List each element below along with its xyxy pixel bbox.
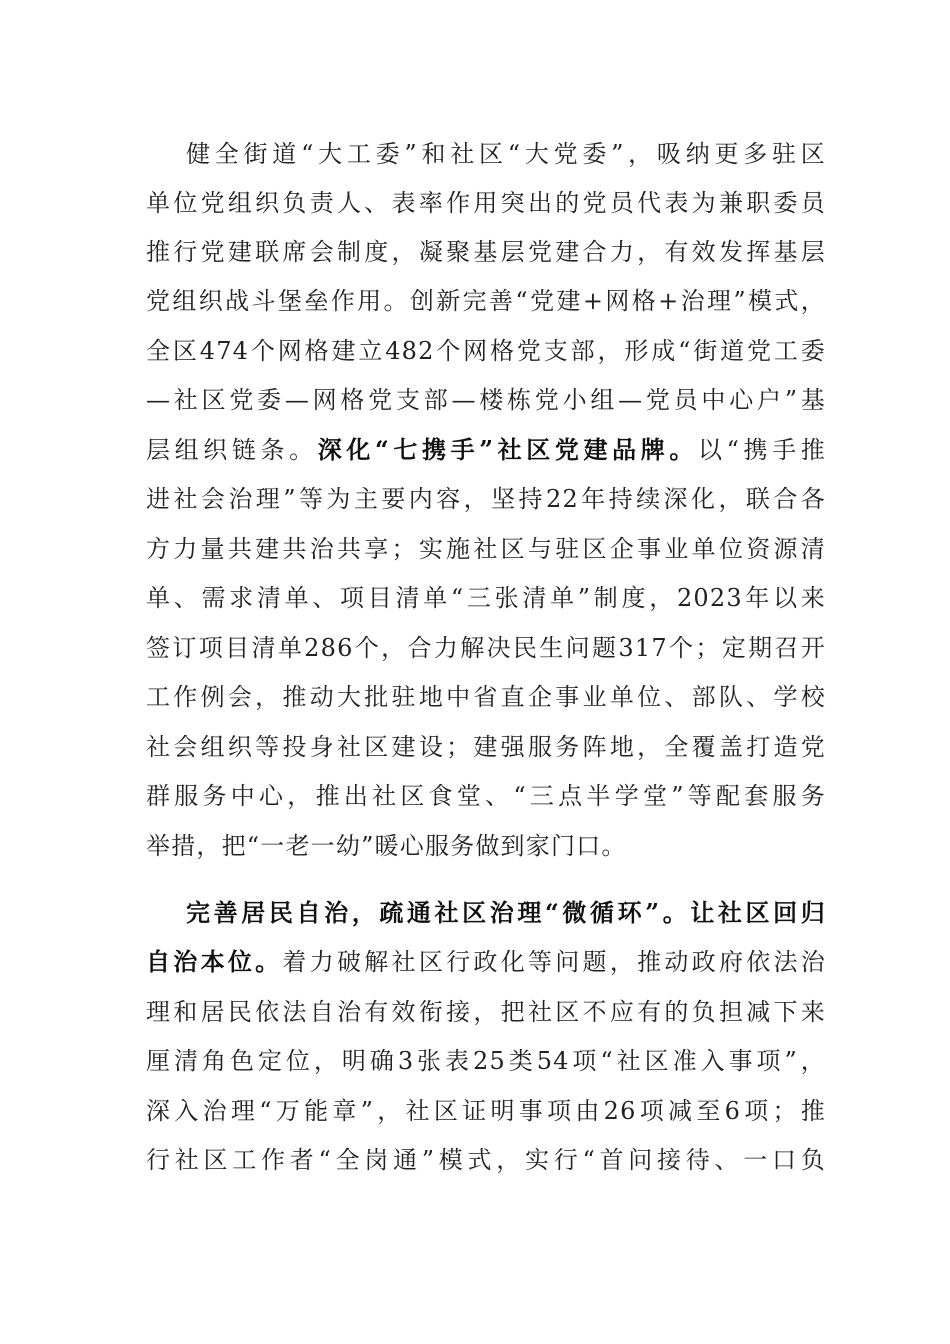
bold-text-run: 深化“七携手”社区党建品牌。 [317,435,699,464]
text-run: 全区474个网格建立482个网格党支部，形成“街道党工委 [146,337,826,365]
text-run: 举措，把“一老一幼”暖心服务做到家门口。 [146,832,627,860]
text-line [146,681,826,713]
text-line [146,731,826,763]
text-line [146,830,826,862]
text-run: 工作例会，推动大批驻地中省直企事业单位、部队、学校 [146,683,826,711]
text-line [146,1095,826,1127]
text-run: 进社会治理”等为主要内容，坚持22年持续深化，联合各 [146,485,826,513]
bold-text-run: 完善居民自治，疏通社区治理“微循环”。让社区回归 [186,898,826,927]
text-run: —社区党委—网格党支部—楼栋党小组—党员中心户”基 [146,386,826,414]
text-run: 理和居民依法自治有效衔接，把社区不应有的负担减下来 [146,998,826,1026]
bold-text-run: 自治本位。 [146,947,283,976]
text-line [146,533,826,565]
text-line [146,483,826,515]
text-line [146,582,826,614]
text-run: 推行党建联席会制度，凝聚基层党建合力，有效发挥基层 [146,238,826,266]
text-run: 行社区工作者“全岗通”模式，实行“首问接待、一口负 [146,1146,826,1174]
text-line [146,946,826,978]
text-line [146,236,826,268]
text-run: 单位党组织负责人、表率作用突出的党员代表为兼职委员 [146,189,826,217]
text-run: 党组织战斗堡垒作用。创新完善“党建+网格+治理”模式， [146,287,826,315]
text-line [146,780,826,812]
text-line [146,1144,826,1176]
text-run: 社会组织等投身社区建设；建强服务阵地，全覆盖打造党 [146,733,826,761]
text-line [146,632,826,664]
text-run: 健全街道“大工委”和社区“大党委”，吸纳更多驻区 [186,140,826,168]
text-run: 以“携手推 [698,436,826,464]
text-line [146,1045,826,1077]
text-line [186,138,826,170]
text-run: 签订项目清单286个，合力解决民生问题317个；定期召开 [146,634,826,662]
text-run: 层组织链条。 [146,436,318,464]
text-line [146,434,826,466]
text-line [186,897,826,929]
text-line [146,996,826,1028]
text-run: 着力破解社区行政化等问题，推动政府依法治 [282,948,827,976]
text-line [146,384,826,416]
text-line [146,187,826,219]
text-run: 方力量共建共治共享；实施社区与驻区企事业单位资源清 [146,535,826,563]
text-run: 单、需求清单、项目清单“三张清单”制度，2023年以来 [146,584,826,612]
text-run: 群服务中心，推出社区食堂、“三点半学堂”等配套服务 [146,782,826,810]
text-line [146,285,826,317]
text-run: 厘清角色定位，明确3张表25类54项“社区准入事项”， [146,1047,826,1075]
text-line [146,335,826,367]
text-run: 深入治理“万能章”，社区证明事项由26项减至6项；推 [146,1097,826,1125]
